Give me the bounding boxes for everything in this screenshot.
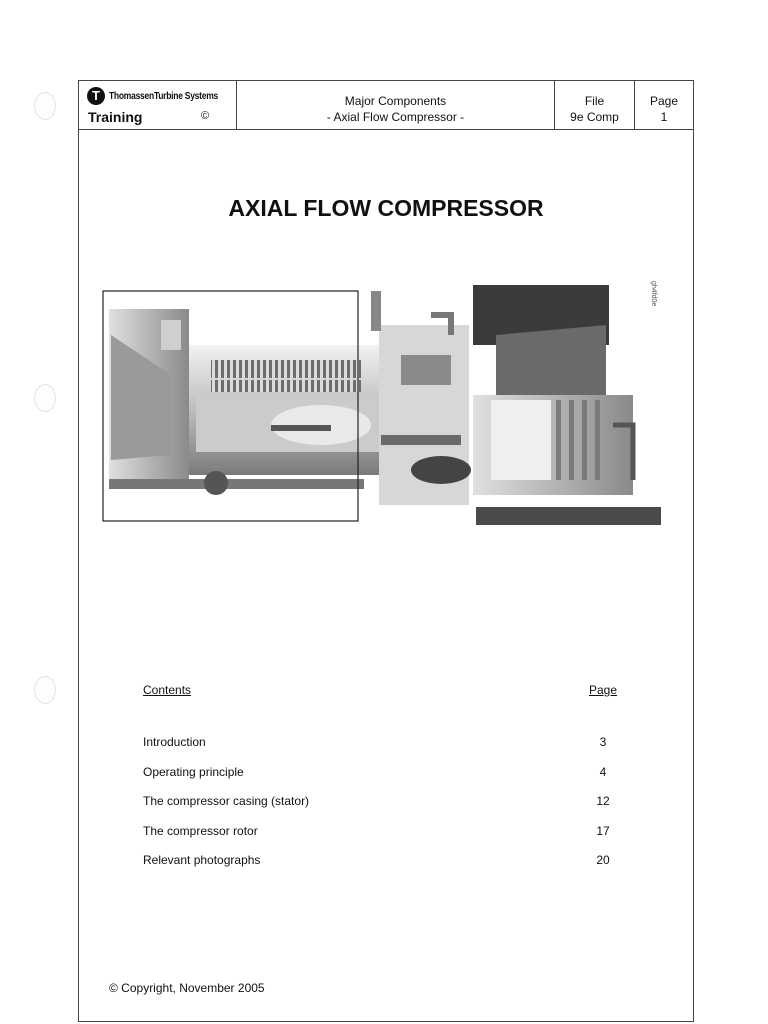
- toc-item-label: Relevant photographs: [143, 853, 261, 867]
- punch-hole-1: [34, 92, 56, 120]
- toc-item: [143, 824, 623, 854]
- toc-item-page: 17: [596, 823, 610, 838]
- company-logo-icon: T: [87, 87, 105, 105]
- punch-hole-3: [34, 676, 56, 704]
- toc-item-page: 12: [596, 794, 610, 808]
- punch-hole-2: [34, 384, 56, 412]
- toc-item-page: 4: [599, 764, 607, 779]
- toc-page-heading: Page: [588, 683, 618, 697]
- toc-item-label: Introduction: [143, 735, 206, 749]
- company-name: ThomassenTurbine Systems: [109, 90, 218, 102]
- document-title: AXIAL FLOW COMPRESSOR: [228, 195, 544, 221]
- subject-line-2: - Axial Flow Compressor -: [326, 110, 465, 124]
- toc-item: [143, 853, 623, 883]
- page-label: Page: [649, 94, 679, 108]
- file-value: 9e Comp: [570, 110, 619, 124]
- table-of-contents: [143, 683, 623, 883]
- header-file-cell: [555, 81, 635, 129]
- document-header: [79, 81, 693, 130]
- drawing-tag: gh4fd0e: [650, 281, 657, 307]
- copyright-symbol: ©: [201, 110, 210, 122]
- toc-item: [143, 794, 623, 824]
- header-page-cell: [635, 81, 693, 129]
- toc-item-label: The compressor rotor: [143, 823, 258, 838]
- toc-item-label: The compressor casing (stator): [143, 794, 310, 808]
- document-page: [78, 80, 694, 1022]
- toc-item-label: Operating principle: [143, 764, 244, 779]
- toc-header: [143, 683, 623, 697]
- toc-heading: Contents: [143, 683, 192, 697]
- department-label: Training: [88, 109, 143, 125]
- header-subject-cell: [237, 81, 555, 129]
- gas-turbine-cutaway-drawing: [101, 285, 663, 535]
- toc-item-page: 20: [596, 853, 610, 867]
- page-value: 1: [660, 110, 668, 124]
- subject-line-1: Major Components: [344, 94, 447, 108]
- copyright-footer: © Copyright, November 2005: [109, 981, 265, 995]
- toc-item: [143, 765, 623, 795]
- file-label: File: [584, 94, 605, 108]
- header-company-cell: [79, 81, 237, 129]
- toc-item-page: 3: [599, 735, 607, 749]
- logo-row: [87, 87, 237, 105]
- toc-item: [143, 735, 623, 765]
